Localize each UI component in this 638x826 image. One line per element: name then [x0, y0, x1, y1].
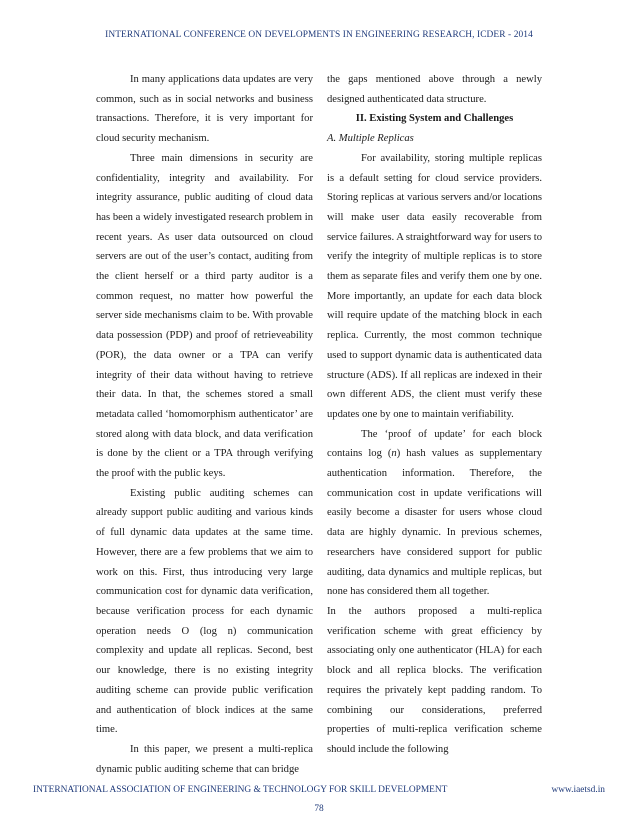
paragraph: In many applications data updates are very common, such as in social networks and business transactions. Therefore, it is very important for cloud security mechanism. — [96, 74, 313, 145]
paragraph-text: The ‘proof of update’ for each block contains log ( — [327, 428, 542, 460]
subsection-heading: A. Multiple Replicas — [327, 133, 414, 145]
page-number: 78 — [314, 804, 324, 814]
running-header: INTERNATIONAL CONFERENCE ON DEVELOPMENTS IN ENGINEERING RESEARCH, ICDER - 2014 — [105, 30, 533, 40]
paragraph: In the authors proposed a multi-replica verification scheme with great efficiency by associating only one authenticator (HLA) for each block and all replica blocks. The verification requires the privately kept padding random. To combining our considerations, preferred properties of multi-replica verification scheme should include the following — [327, 605, 542, 755]
math-variable: n — [391, 448, 397, 460]
left-column — [96, 70, 313, 779]
paragraph-text: ) hash values as supplementary authentication information. Therefore, the communication cost in update verifications will easily become a disaster for users whose cloud data are highly dynamic. In previous schemes, researchers have considered support for public auditing, data dynamics and multiple replicas, but none has considered them all together. — [327, 448, 543, 598]
paragraph: Three main dimensions in security are confidentiality, integrity and availability. For integrity assurance, public auditing of cloud data has been a widely investigated research problem in recent years. As user data outsourced on cloud servers are out of the user’s contact, auditing from the client herself or a third party auditor is a common request, no matter how powerful the server side mechanisms claim to be. With provable data possession (PDP) and proof of retrieveability (POR), the data owner or a TPA can verify integrity of their data without having to retrieve their data. In that, the schemes stored a small metadata called ‘homomorphism authenticator’ are stored along with data block, and data verification is done by the client or a TPA through verifying the proof with the public keys. — [96, 152, 313, 480]
paragraph: the gaps mentioned above through a newly designed authenticated data structure. — [327, 74, 542, 105]
right-column — [327, 70, 542, 760]
paragraph — [327, 425, 542, 602]
paragraph: Existing public auditing schemes can already support public auditing and various kinds of full dynamic data updates at the same time. However, there are a few problems that we aim to work on this. First, thus introducing very large communication cost for dynamic data verification, because verification process for each dynamic operation needs O (log n) communication complexity and update all replicas. Second, best our knowledge, there is no existing integrity auditing scheme can provide public verification and authentication of block indices at the same time. — [96, 487, 313, 736]
paragraph: For availability, storing multiple replicas is a default setting for cloud service providers. Storing replicas at various servers and/or locations will make user data easily recoverable from service failures. A straightforward way for users to verify the integrity of multiple replicas is to store them as separate files and verify them one by one. More importantly, an update for each data block will require update of the matching block in each replica. Currently, the most common technique used to support dynamic data is authenticated data structure (ADS). If all replicas are indexed in their own different ADS, the client must verify these updates one by one to maintain verifiability. — [327, 152, 542, 420]
section-heading: II. Existing System and Challenges — [355, 113, 514, 125]
paragraph: In this paper, we present a multi-replica dynamic public auditing scheme that can bridge — [96, 743, 313, 775]
footer-organization: INTERNATIONAL ASSOCIATION OF ENGINEERING & TECHNOLOGY FOR SKILL DEVELOPMENT — [33, 785, 448, 795]
footer-website: www.iaetsd.in — [551, 785, 605, 795]
